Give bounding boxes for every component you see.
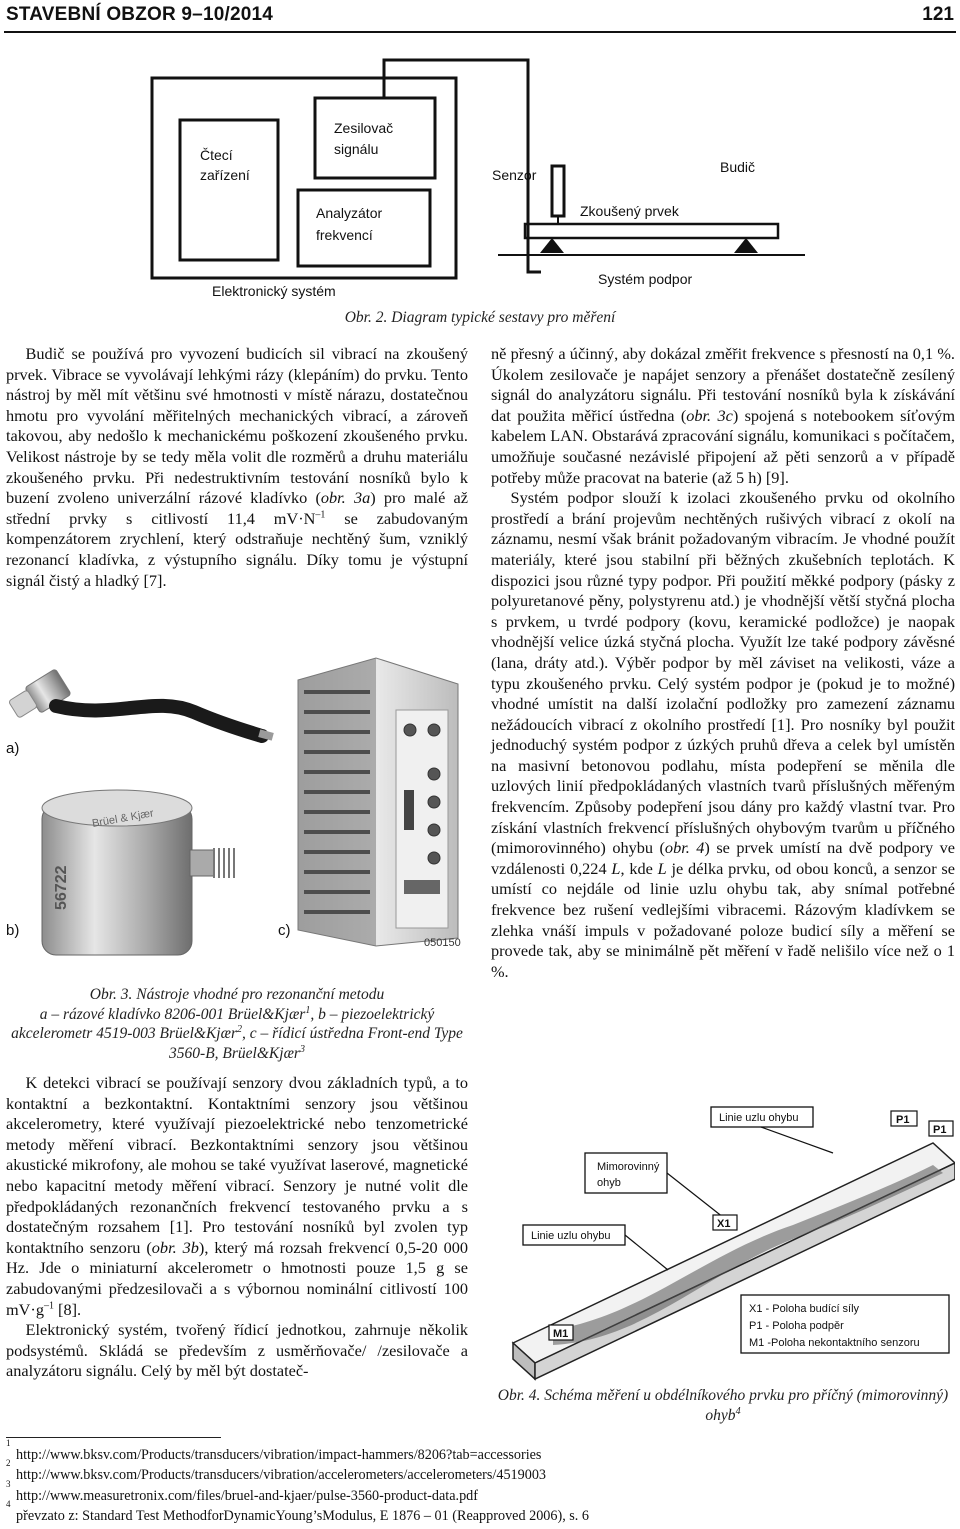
paragraph-supports: Systém podpor slouží k izolaci zkoušeného prvku od okolního prostředí a brání projevům nechtěných rušivých vibrací z okolí na záznamu, nesmí však bránit požadovaným vibracím. Je vhodné použít materiály, které jsou stabilní při běžných zkušebních teplotách. K dispozici jsou různé typy podpor. Při použití měkké podpory (pásky z polyuretanové pěny, polystyrenu atd.) je vhodnější větší styčná plocha s prvkem, u tvrdé podpory (kovu, keramické podložce) je naopak vhodnější velice úzká styčná plocha. Využít lze také podpory závěsné (lana, dráty atd.). Výběr podpor by měl záviset na velikosti, váze a typu zkoušeného prvku. Celý systém podpor je (pokud je to možné) vhodné umístit na další izolační podložky pro zamezení záznamu nežádoucích vibrací z okolního prostředí [1]. Pro nosníky byl použit jednoduchý systém podpor z úzkých pruhů dřeva a celek byl umístěn na masivní betonovou podlahu, místa podepření se měnila dle uzlových linií předpokládaných vlastních tvarů příslušných měřeným frekvencím. Způsoby podepření jsou dány pro každý vlastní tvar. Pro získání vlastních frekvencí příslušných ohybovým tvarům u příčného (mimorovinného) ohybu (obr. 4) se prvek umístí na dvě podpory ve vzdálenosti 0,224 L, kde L je délka prvku, od obou konců, a senzor se umístí co nejdále od linie uzlu ohybu tak, aby snímal potřebné frekvence bez rušení vedlejšími vibracemi. Rázovým kladívkem se zlehka vnáší impuls v požadované poloze budicí síly a měření se provede tak, aby se minimálně pět měření v řadě nelišilo více než o 1 %. bbox=[491, 488, 955, 981]
paragraph-sensors: K detekci vibrací se používají senzory dvou základních typů, a to kontaktní a bezkontaktní. Kontaktními senzory jsou většinou akcelerometry, které využívají piezoelektrické nebo tenzometrické metody měření vibrací. Bezkontaktními senzory jsou většinou akustické mikrofony, ale mohou se také využívat laserové, magnetické nebo kapacitní metody měření vibrací. Senzory je nutné volit dle předpokládaných rezonančních frekvencí testovaného prvku a s dostatečným rozsahem [1]. Pro testování nosníků byl zvolen typ kontaktního senzoru (obr. 3b), který má rozsah frekvencí 0,5-20 000 Hz. Jde o miniaturní akcelerometr o hmotnosti pouze 1,5 g se zabudovanými předzesilovači a s výbornou nominální citlivostí 100 $mV\cdot g^{-1}$ [8]. bbox=[6, 1073, 469, 1319]
paragraph-control-unit: ně přesný a účinný, aby dokázal změřit frekvence s přesností na 0,1 %. Úkolem zesilovače je napájet senzory a přenášet dostatečně zesílený signál do analyzátoru signálu. Při testování nosníků byla k získávání dat použita měřicí ústředna (obr. 3c) spojená s notebookem síťovým kabelem LAN. Obstarává zpracování signálu, komunikaci s počítačem, umožňuje současné nezávislé připojení až pěti senzorů a v případě potřeby může pracovat na baterie (až 5 h) [9]. bbox=[491, 344, 955, 487]
support-left bbox=[540, 238, 564, 253]
accelerometer-photo bbox=[42, 790, 234, 955]
svg-text:050150: 050150 bbox=[424, 937, 461, 949]
p1-marker-a: P1 bbox=[896, 1114, 910, 1126]
sensor-body bbox=[552, 166, 564, 216]
footnote-1: 1 http://www.bksv.com/Products/transducers/vibration/impact-hammers/8206?tab=accessories bbox=[6, 1438, 542, 1463]
amplifier-box bbox=[315, 98, 435, 178]
electronic-system-label: Elektronický systém bbox=[212, 283, 336, 299]
m1-marker: M1 bbox=[553, 1328, 569, 1340]
tested-element-beam bbox=[525, 224, 778, 238]
svg-text:Brüel & Kjær: Brüel & Kjær bbox=[91, 807, 155, 830]
out-of-plane-label-2: ohyb bbox=[597, 1177, 621, 1189]
right-column bbox=[491, 344, 955, 982]
analyzer-label-1: Analyzátor bbox=[316, 205, 383, 221]
exciter-label: Budič bbox=[720, 159, 756, 175]
tested-element-label: Zkoušený prvek bbox=[580, 203, 679, 219]
journal-title: STAVEBNÍ OBZOR 9–10/2014 bbox=[6, 4, 274, 25]
out-of-plane-label-1: Mimorovinný bbox=[597, 1161, 660, 1173]
reader-box bbox=[180, 120, 278, 260]
x1-marker: X1 bbox=[717, 1218, 731, 1230]
reader-label-1: Čtecí bbox=[200, 147, 233, 163]
footnote-4: 4 převzato z: Standard Test MethodforDynamicYoung’sModulus, E 1876 – 01 (Reapproved 2006), s. 6 bbox=[6, 1498, 589, 1524]
sensor-cable bbox=[384, 60, 541, 272]
amplifier-label-2: signálu bbox=[334, 141, 379, 157]
sensor-label: Senzor bbox=[492, 167, 537, 183]
label-a: a) bbox=[6, 740, 20, 757]
support-system-label: Systém podpor bbox=[598, 271, 693, 287]
svg-text:56722: 56722 bbox=[53, 865, 70, 910]
figure-4-caption: Obr. 4. Schéma měření u obdélníkového prvku pro příčný (mimorovinný) ohyb$^4$ bbox=[497, 1387, 949, 1424]
footnote-3: 3 http://www.measuretronix.com/files/bruel-and-kjaer/pulse-3560-product-data.pdf bbox=[6, 1478, 479, 1504]
support-right bbox=[734, 238, 758, 253]
figure-3-caption: Obr. 3. Nástroje vhodné pro rezonanční metodu a – rázové kladívko 8206-001 Brüel&Kjær$^1$, b – piezoelektrický akcelerometr 4519-003 Brüel&Kjær$^2$, c – řídicí ústředna Front-end Type 3560-B, Brüel&Kjær$^3$ bbox=[11, 986, 463, 1062]
page-number: 121 bbox=[922, 4, 954, 25]
front-end-unit-photo bbox=[298, 658, 461, 949]
node-line-left-label: Linie uzlu ohybu bbox=[531, 1230, 611, 1242]
legend-m1: M1 -Poloha nekontaktního senzoru bbox=[749, 1337, 920, 1349]
p1-marker-b: P1 bbox=[933, 1124, 947, 1136]
mode-shape-shading bbox=[553, 1165, 943, 1345]
analyzer-label-2: frekvencí bbox=[316, 227, 373, 243]
figure-2-diagram bbox=[140, 48, 840, 310]
left-column-top bbox=[6, 344, 468, 591]
footnotes bbox=[6, 1438, 946, 1526]
figure-3-photos bbox=[4, 650, 468, 982]
reader-label-2: zařízení bbox=[200, 167, 250, 183]
impact-hammer-photo bbox=[8, 669, 273, 741]
footnote-2: 2 http://www.bksv.com/Products/transducers/vibration/accelerometers/accelerometers/4519003 bbox=[6, 1458, 547, 1484]
figure-2-caption: Obr. 2. Diagram typické sestavy pro měření bbox=[344, 309, 616, 326]
left-column-bottom bbox=[6, 1073, 468, 1382]
label-b: b) bbox=[6, 922, 20, 939]
label-c: c) bbox=[278, 922, 291, 939]
legend-p1: P1 - Poloha podpěr bbox=[749, 1320, 844, 1332]
header-rule bbox=[4, 31, 956, 33]
figure-4-diagram bbox=[493, 1105, 955, 1390]
footnote-rule bbox=[6, 1437, 221, 1438]
amplifier-label-1: Zesilovač bbox=[334, 120, 394, 136]
node-line-top-label: Linie uzlu ohybu bbox=[719, 1112, 799, 1124]
paragraph-exciter: Budič se používá pro vyvození budicích sil vibrací na zkoušený prvek. Vibrace se vyvolávají lehkými rázy (klepáním) do prvku. Tento nástroj by měl mít většinu své hmotnosti v místě nárazu, dostatečnou hmotu pro vyvolání měřitelných mechanických vibrací, a zároveň takovou, aby nedošlo k mechanickému poškození zkoušeného prvku. Velikost nástroje by se tedy měla volit dle rozměrů a druhu materiálu zkoušeného prvku. Při nedestruktivním testování nosníků bylo k buzení zvoleno univerzální rázové kladívko (obr. 3a) pro malé až střední prvky s citlivostí 11,4 $mV\cdot N^{-1}$ se zabudovaným kompenzátorem zrychlení, který odstraňuje nechtěný šum, vzniklý rezonancí kladívka, z výstupního signálu. Díky tomu je výstupní signál čistý a hladký [7]. bbox=[6, 344, 469, 590]
paragraph-electronic-system: Elektronický systém, tvořený řídicí jednotkou, zahrnuje několik podsystémů. Skládá se především z usměrňovače/ /zesilovače a analyzátoru signálu. Celý by měl být dostateč- bbox=[6, 1320, 468, 1381]
legend-x1: X1 - Poloha budící síly bbox=[749, 1303, 860, 1315]
